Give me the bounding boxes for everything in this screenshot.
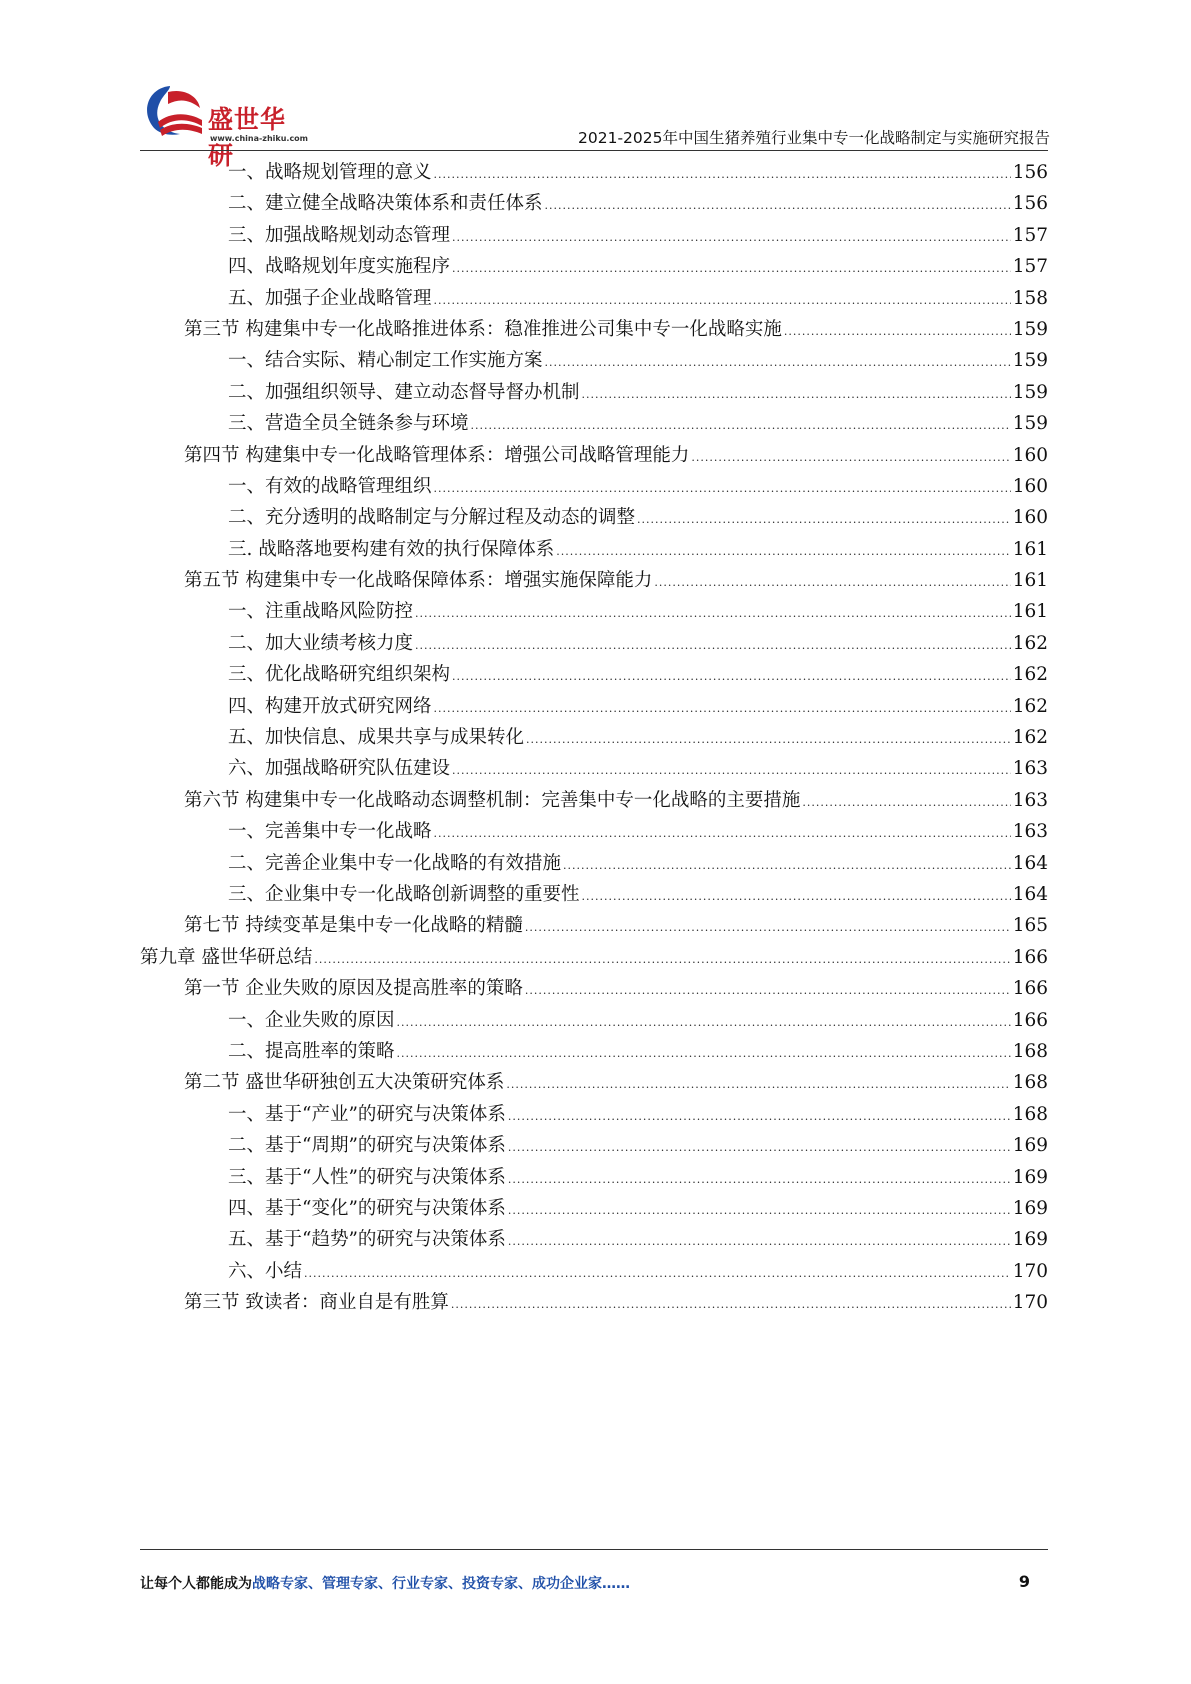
toc-leader-dots: [397, 1047, 1011, 1060]
toc-entry-title: 二、加强组织领导、建立动态督导督办机制: [228, 381, 580, 403]
toc-leader-dots: [304, 1267, 1011, 1280]
toc-entry-page: 156: [1012, 162, 1048, 183]
toc-leader-dots: [563, 859, 1011, 872]
toc-entry-page: 166: [1012, 946, 1048, 968]
toc-entry-page: 169: [1012, 1197, 1048, 1219]
toc-entry-page: 157: [1012, 256, 1048, 278]
toc-entry[interactable]: [140, 786, 1048, 817]
toc-entry-page: 158: [1012, 287, 1048, 309]
header-divider: [140, 150, 1048, 151]
toc-entry[interactable]: [140, 315, 1048, 346]
toc-entry[interactable]: [140, 629, 1048, 660]
logo-url: www.china-zhiku.com: [210, 134, 309, 143]
toc-entry-title: 四、构建开放式研究网络: [228, 695, 432, 717]
toc-entry-title: 三、优化战略研究组织架构: [228, 664, 451, 686]
toc-leader-dots: [508, 1235, 1011, 1248]
toc-entry-page: 168: [1012, 1040, 1048, 1062]
toc-leader-dots: [525, 921, 1011, 934]
toc-leader-dots: [434, 827, 1011, 840]
toc-leader-dots: [508, 1141, 1011, 1154]
toc-entry-title: 五、加强子企业战略管理: [228, 287, 432, 309]
page-header: [140, 82, 1050, 170]
toc-entry-title: 四、战略规划年度实施程序: [228, 256, 451, 278]
toc-entry-page: 166: [1012, 978, 1048, 1000]
toc-entry[interactable]: [140, 1006, 1048, 1037]
toc-entry[interactable]: [140, 221, 1048, 252]
toc-entry-page: 169: [1012, 1229, 1048, 1251]
table-of-contents: [140, 158, 1048, 1319]
toc-entry-title: 六、加强战略研究队伍建设: [228, 758, 451, 780]
toc-entry-title: 第六节 构建集中专一化战略动态调整机制：完善集中专一化战略的主要措施: [184, 789, 801, 811]
toc-entry-page: 162: [1012, 632, 1048, 654]
toc-entry[interactable]: [140, 849, 1048, 880]
toc-entry-title: 三、营造全员全链条参与环境: [228, 413, 469, 435]
toc-leader-dots: [508, 1173, 1011, 1186]
toc-entry-page: 162: [1012, 727, 1048, 749]
toc-entry[interactable]: [140, 943, 1048, 974]
toc-entry[interactable]: [140, 472, 1048, 503]
toc-entry-page: 156: [1012, 193, 1048, 215]
toc-entry[interactable]: [140, 1100, 1048, 1131]
toc-entry-page: 161: [1012, 538, 1048, 560]
toc-entry-page: 160: [1012, 507, 1048, 529]
toc-entry-page: 169: [1012, 1166, 1048, 1188]
toc-leader-dots: [434, 168, 1011, 181]
toc-entry-title: 三、加强战略规划动态管理: [228, 224, 451, 246]
toc-entry-title: 第三节 构建集中专一化战略推进体系：稳准推进公司集中专一化战略实施: [184, 318, 782, 340]
toc-leader-dots: [582, 890, 1011, 903]
toc-leader-dots: [314, 953, 1010, 966]
toc-entry[interactable]: [140, 189, 1048, 220]
toc-entry-title: 二、基于“周期”的研究与决策体系: [228, 1135, 506, 1157]
toc-entry[interactable]: [140, 660, 1048, 691]
toc-leader-dots: [508, 1204, 1011, 1217]
toc-leader-dots: [434, 482, 1011, 495]
page-number: 9: [1018, 1572, 1030, 1591]
toc-entry-title: 第三节 致读者：商业自是有胜算: [184, 1292, 449, 1314]
toc-leader-dots: [452, 231, 1011, 244]
toc-entry[interactable]: [140, 692, 1048, 723]
toc-entry-title: 一、结合实际、精心制定工作实施方案: [228, 350, 543, 372]
toc-entry[interactable]: [140, 378, 1048, 409]
toc-entry[interactable]: [140, 754, 1048, 785]
toc-entry[interactable]: [140, 346, 1048, 377]
toc-leader-dots: [526, 733, 1011, 746]
toc-entry[interactable]: [140, 1131, 1048, 1162]
toc-entry[interactable]: [140, 880, 1048, 911]
toc-leader-dots: [471, 419, 1011, 432]
toc-entry-page: 168: [1012, 1103, 1048, 1125]
toc-entry-page: 168: [1012, 1072, 1048, 1094]
toc-leader-dots: [784, 325, 1011, 338]
toc-entry[interactable]: [140, 158, 1048, 189]
toc-entry-title: 二、提高胜率的策略: [228, 1040, 395, 1062]
toc-entry[interactable]: [140, 1288, 1048, 1319]
toc-entry-page: 165: [1012, 915, 1048, 937]
logo-emblem-icon: [140, 82, 210, 146]
toc-entry-page: 166: [1012, 1009, 1048, 1031]
toc-entry[interactable]: [140, 1068, 1048, 1099]
toc-entry[interactable]: [140, 1037, 1048, 1068]
toc-entry-page: 157: [1012, 224, 1048, 246]
toc-entry-title: 第七节 持续变革是集中专一化战略的精髓: [184, 915, 523, 937]
toc-leader-dots: [415, 607, 1011, 620]
toc-entry[interactable]: [140, 535, 1048, 566]
toc-entry[interactable]: [140, 597, 1048, 628]
toc-entry-title: 一、完善集中专一化战略: [228, 821, 432, 843]
toc-leader-dots: [691, 451, 1010, 464]
toc-entry-title: 第九章 盛世华研总结: [140, 946, 313, 968]
toc-entry[interactable]: [140, 284, 1048, 315]
toc-leader-dots: [452, 262, 1011, 275]
toc-entry-title: 二、充分透明的战略制定与分解过程及动态的调整: [228, 507, 636, 529]
toc-entry-title: 第五节 构建集中专一化战略保障体系：增强实施保障能力: [184, 570, 653, 592]
toc-leader-dots: [637, 513, 1011, 526]
toc-entry-title: 一、基于“产业”的研究与决策体系: [228, 1103, 506, 1125]
toc-entry-title: 第一节 企业失败的原因及提高胜率的策略: [184, 978, 523, 1000]
toc-entry[interactable]: [140, 252, 1048, 283]
toc-entry-page: 159: [1012, 318, 1048, 340]
toc-entry-title: 一、注重战略风险防控: [228, 601, 414, 623]
toc-leader-dots: [508, 1110, 1011, 1123]
toc-entry[interactable]: [140, 503, 1048, 534]
toc-entry-title: 二、建立健全战略决策体系和责任体系: [228, 193, 543, 215]
toc-entry[interactable]: [140, 441, 1048, 472]
toc-entry-page: 170: [1012, 1260, 1048, 1282]
toc-entry-page: 169: [1012, 1135, 1048, 1157]
footer-divider: [140, 1549, 1048, 1550]
footer-slogan-prefix: 让每个人都能成为: [140, 1576, 252, 1592]
toc-entry-title: 四、基于“变化”的研究与决策体系: [228, 1197, 506, 1219]
toc-leader-dots: [434, 294, 1011, 307]
page-footer: [140, 1573, 1048, 1593]
company-logo: [140, 82, 310, 170]
toc-entry[interactable]: [140, 566, 1048, 597]
footer-slogan-highlight: 战略专家、管理专家、行业专家、投资专家、成功企业家……: [252, 1576, 630, 1592]
toc-entry-page: 163: [1012, 789, 1048, 811]
toc-leader-dots: [434, 702, 1011, 715]
toc-leader-dots: [545, 356, 1011, 369]
toc-entry-title: 一、战略规划管理的意义: [228, 162, 432, 183]
toc-leader-dots: [451, 1298, 1011, 1311]
toc-leader-dots: [654, 576, 1010, 589]
toc-leader-dots: [397, 1016, 1011, 1029]
toc-entry[interactable]: [140, 409, 1048, 440]
toc-entry-title: 一、有效的战略管理组织: [228, 475, 432, 497]
toc-entry-page: 164: [1012, 883, 1048, 905]
toc-leader-dots: [452, 670, 1011, 683]
toc-entry-page: 162: [1012, 695, 1048, 717]
toc-entry-title: 一、企业失败的原因: [228, 1009, 395, 1031]
toc-entry-page: 163: [1012, 758, 1048, 780]
toc-entry-page: 170: [1012, 1292, 1048, 1314]
toc-entry-page: 164: [1012, 852, 1048, 874]
toc-entry[interactable]: [140, 1163, 1048, 1194]
toc-leader-dots: [415, 639, 1011, 652]
toc-leader-dots: [452, 764, 1011, 777]
toc-entry-page: 159: [1012, 413, 1048, 435]
toc-entry-page: 159: [1012, 350, 1048, 372]
toc-entry-title: 第二节 盛世华研独创五大决策研究体系: [184, 1072, 505, 1094]
toc-entry-title: 第四节 构建集中专一化战略管理体系：增强公司战略管理能力: [184, 444, 690, 466]
toc-entry-title: 三. 战略落地要构建有效的执行保障体系: [228, 538, 555, 560]
toc-entry-title: 二、加大业绩考核力度: [228, 632, 414, 654]
toc-entry-title: 五、基于“趋势”的研究与决策体系: [228, 1229, 506, 1251]
toc-leader-dots: [556, 545, 1010, 558]
toc-leader-dots: [506, 1078, 1010, 1091]
toc-leader-dots: [802, 796, 1010, 809]
toc-leader-dots: [525, 984, 1011, 997]
toc-leader-dots: [582, 388, 1011, 401]
logo-text: 盛世华研: [208, 105, 287, 170]
toc-entry-title: 三、基于“人性”的研究与决策体系: [228, 1166, 506, 1188]
toc-entry-page: 160: [1012, 444, 1048, 466]
toc-entry[interactable]: [140, 974, 1048, 1005]
toc-entry[interactable]: [140, 911, 1048, 942]
toc-leader-dots: [545, 199, 1011, 212]
toc-entry-page: 161: [1012, 601, 1048, 623]
toc-entry[interactable]: [140, 817, 1048, 848]
toc-entry-page: 162: [1012, 664, 1048, 686]
toc-entry-title: 五、加快信息、成果共享与成果转化: [228, 727, 525, 749]
toc-entry[interactable]: [140, 1194, 1048, 1225]
toc-entry-title: 二、完善企业集中专一化战略的有效措施: [228, 852, 562, 874]
toc-entry-page: 160: [1012, 475, 1048, 497]
toc-entry-page: 161: [1012, 570, 1048, 592]
toc-entry[interactable]: [140, 1257, 1048, 1288]
toc-entry[interactable]: [140, 723, 1048, 754]
toc-entry-page: 159: [1012, 381, 1048, 403]
toc-entry-title: 三、企业集中专一化战略创新调整的重要性: [228, 883, 580, 905]
toc-entry-page: 163: [1012, 821, 1048, 843]
toc-entry-title: 六、小结: [228, 1260, 303, 1282]
toc-entry[interactable]: [140, 1225, 1048, 1256]
report-title: 2021-2025年中国生猪养殖行业集中专一化战略制定与实施研究报告: [578, 129, 1050, 147]
